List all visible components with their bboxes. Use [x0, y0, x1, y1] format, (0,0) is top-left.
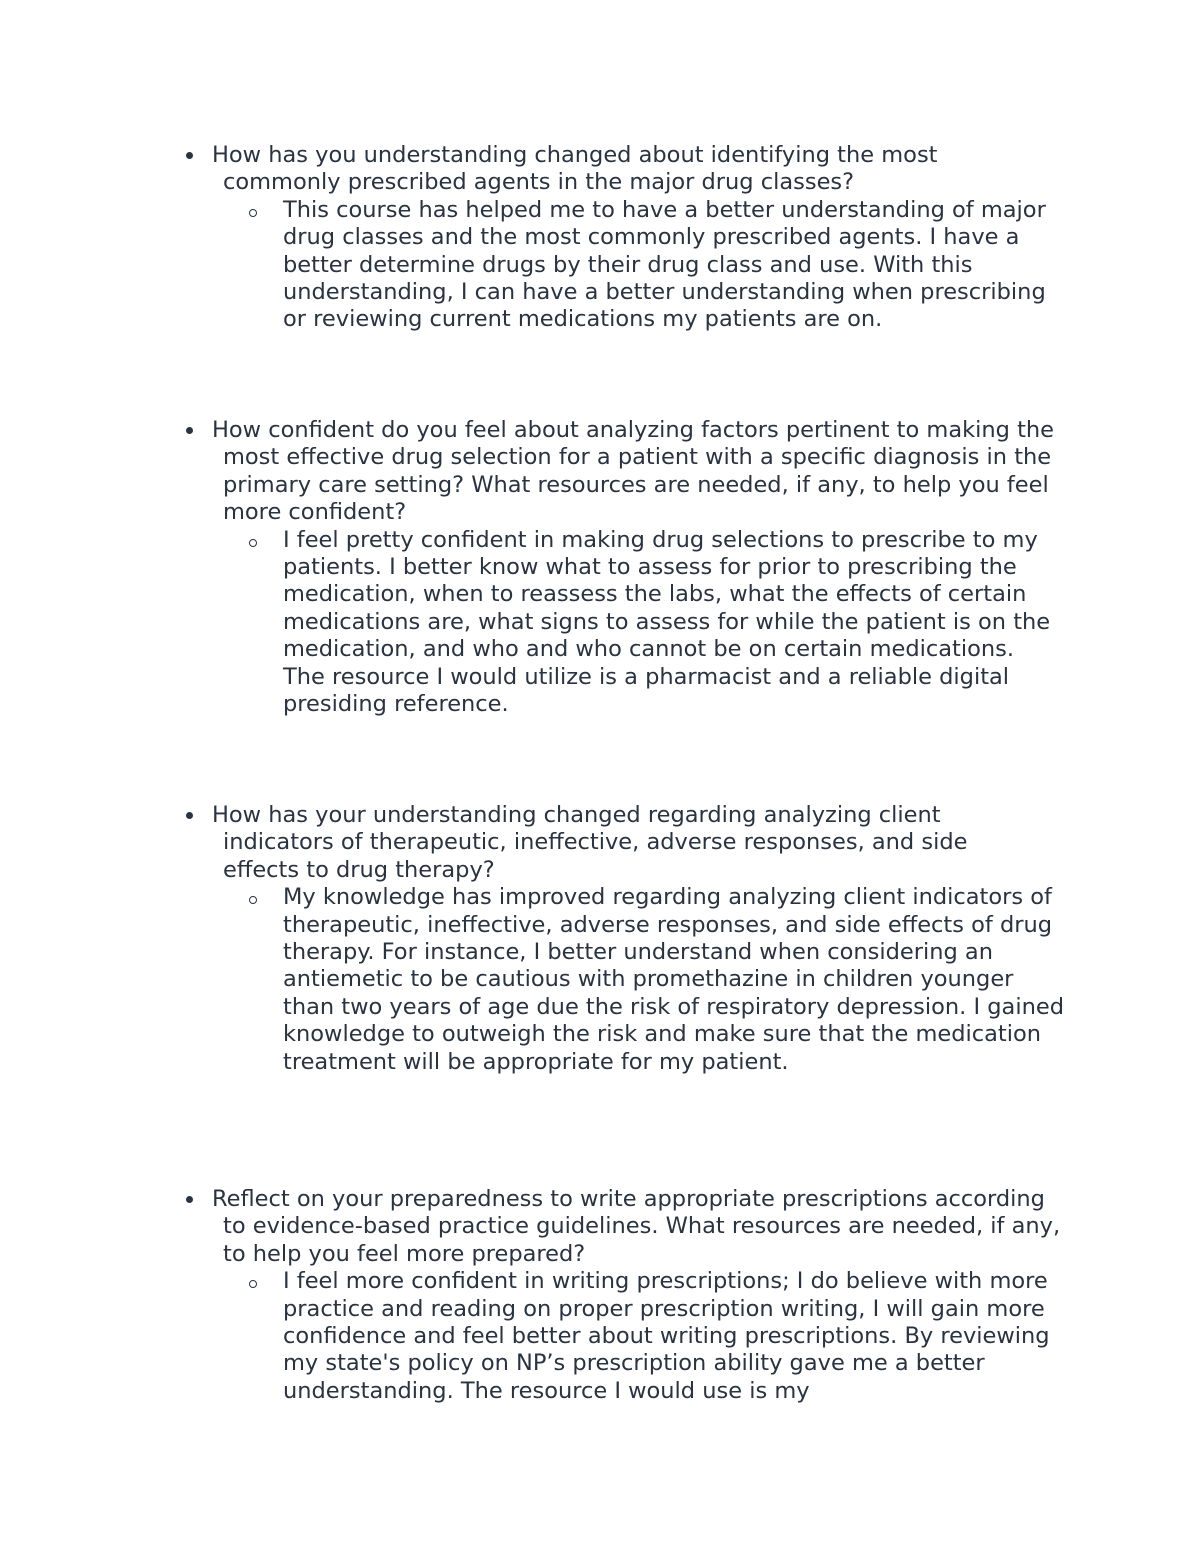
question-block-4: [186, 1186, 1086, 1405]
hollow-bullet-icon: [249, 209, 257, 217]
question-item: [186, 417, 1086, 527]
answer-item: [186, 197, 1086, 334]
answer-item: [186, 1268, 1086, 1405]
answer-text: This course has helped me to have a better understanding of major drug classes and the most commonly prescribed agents. I have a better determine drugs by their drug class and use. With this understanding, I can have a better understanding when prescribing or reviewing current medications my patients are on.: [283, 196, 1046, 333]
bullet-icon: [186, 152, 193, 159]
answer-item: [186, 884, 1086, 1076]
answer-text: I feel more confident in writing prescriptions; I do believe with more practice and reading on proper prescription writing, I will gain more confidence and feel better about writing prescriptions. By reviewing my state's policy on NP’s prescription ability gave me a better understanding. The resource I would use is my: [283, 1268, 1050, 1404]
hollow-bullet-icon: [249, 1280, 257, 1288]
question-text: How confident do you feel about analyzing factors pertinent to making the most effective drug selection for a patient with a specific diagnosis in the primary care setting? What resources are needed, if any, to help you feel more confident?: [212, 417, 1055, 526]
question-block-2: [186, 417, 1086, 718]
hollow-bullet-icon: [249, 539, 257, 547]
question-text: How has you understanding changed about identifying the most commonly prescribed agents in the major drug classes?: [212, 142, 938, 196]
question-item: [186, 142, 1086, 197]
answer-item: [186, 527, 1086, 719]
hollow-bullet-icon: [249, 896, 257, 904]
bullet-icon: [186, 1196, 193, 1203]
answer-text: My knowledge has improved regarding analyzing client indicators of therapeutic, ineffective, adverse responses, and side effects of drug therapy. For instance, I better understand when considering an antiemetic to be cautious with promethazine in children younger than two years of age due the risk of respiratory depression. I gained knowledge to outweigh the risk and make sure that the medication treatment will be appropriate for my patient.: [283, 884, 1064, 1075]
question-block-1: [186, 142, 1086, 334]
question-item: [186, 1186, 1086, 1268]
bullet-icon: [186, 427, 193, 434]
question-text: Reflect on your preparedness to write appropriate prescriptions according to evidence-based practice guidelines. What resources are needed, if any, to help you feel more prepared?: [212, 1186, 1061, 1267]
question-text: How has your understanding changed regarding analyzing client indicators of therapeutic, ineffective, adverse responses, and side effects to drug therapy?: [212, 802, 968, 883]
question-block-3: [186, 802, 1086, 1076]
question-item: [186, 802, 1086, 884]
answer-text: I feel pretty confident in making drug selections to prescribe to my patients. I better know what to assess for prior to prescribing the medication, when to reassess the labs, what the effects of certain medications are, what signs to assess for while the patient is on the medication, and who and who cannot be on certain medications. The resource I would utilize is a pharmacist and a reliable digital presiding reference.: [283, 526, 1051, 718]
bullet-icon: [186, 812, 193, 819]
